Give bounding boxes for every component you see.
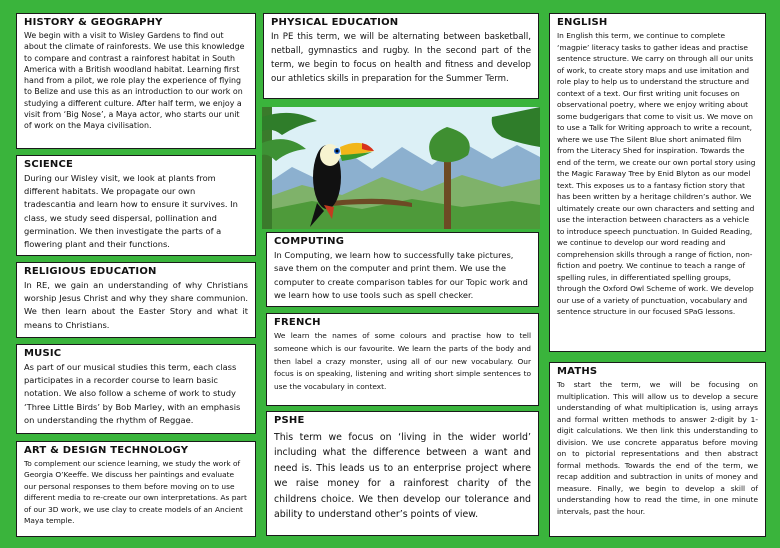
panel-body: We learn the names of some colours and practise how to tell someone which is our favourite. We learn the parts of the body and then label a crazy monster, using all of our new vocabulary. Our focus is on speaking, listening and writing short simple sentences to use the vocabulary in context. [274,331,531,392]
panel-body: This term we focus on ‘living in the wider world’ including what the difference between a want and need is. This leads us to an enterprise project where we raise money for a rainforest charity of the childrens choice. We then develop our tolerance and ability to understand other’s points of view. [274,432,531,521]
computing-panel [266,232,539,307]
panel-body: In RE, we gain an understanding of why Christians worship Jesus Christ and why they share communion. We then learn about the Easter Story and what it means to Christians. [24,280,248,330]
panel-title: PHYSICAL EDUCATION [271,17,399,28]
panel-title: FRENCH [274,317,321,328]
science-panel [16,155,256,256]
panel-title: SCIENCE [24,159,74,170]
panel-title: HISTORY & GEOGRAPHY [24,17,163,28]
panel-body: In Computing, we learn how to successfully take pictures, save them on the computer and print them. We use the computer to create comparison tables for our Topic work and we learn how to use tools such as spell checker. [274,250,528,301]
panel-title: ENGLISH [557,17,608,28]
panel-body: In English this term, we continue to complete ‘magpie’ literacy tasks to gather ideas and practise sentence structure. We carry on through all our units of work, to create story maps and use imitation and role play to help us to understand the structure and context of a text. Our first writing unit focuses on observational poetry, where we enjoy writing about some budgerigars that come to visit us. We move on to use a Talk for Writing approach to write a recount, where we use The Silent Blue short animated film from the Literacy Shed for inspiration. Towards the end of the term, we create our own portal story using the Magic Faraway Tree by Enid Blyton as our model text. This exposes us to a fantasy fiction story that has been written by a heritage children’s author. We ultimately create our own characters and setting and use the interaction between characters as a vehicle to introduce speech punctuation. In Guided Reading, we continue to develop our word reading and comprehension skills through a range of fiction, non-fiction and poetry. We continue to teach a range of spelling rules, in differentiated spelling groups, through the Oxford Owl Scheme of work. We develop our use of a variety of punctuation, vocabulary and sentence structure in our focused SPaG lessons. [557,31,756,316]
french-panel [266,313,539,406]
panel-title: PSHE [274,415,305,426]
music-panel [16,344,256,434]
panel-body: We begin with a visit to Wisley Gardens to find out about the climate of rainforests. We use this knowledge to compare and contrast a rainforest habitat in South America with a British woodland habitat. Learning first hand from a pilot, we role play the experience of flying to Belize and use this as an introduction to our work on studying a different culture. After half term, we enjoy a visit from ‘Big Nose’, a Maya actor, who starts our unit of work on the Maya civilisation. [24,31,245,131]
panel-title: ART & DESIGN TECHNOLOGY [24,445,189,456]
panel-title: COMPUTING [274,236,345,247]
panel-title: MATHS [557,366,598,377]
panel-body: During our Wisley visit, we look at plants from different habitats. We propagate our own tradescantia and learn how to ensure it survives. In class, we study seed dispersal, pollination and germination. We then investigate the parts of a flowering plant and their functions. [24,173,238,250]
rainforest-toucan-illustration [262,107,540,229]
panel-body: In PE this term, we will be alternating between basketball, netball, gymnastics and rugby. In the second part of the term, we begin to focus on health and fitness and develop our athletics skills in preparation for the Summer Term. [271,32,531,84]
panel-body: To complement our science learning, we study the work of Georgia O’Keeffe. We discuss her paintings and evaluate our personal responses to them before moving on to use different media to re-create our own interpretations. As part of our 3D work, we use clay to create models of an Ancient Maya temple. [24,459,247,526]
art-design-panel [16,441,256,537]
physical-education-panel [263,13,539,99]
panel-title: RELIGIOUS EDUCATION [24,266,157,277]
toucan-rainforest-icon [262,107,540,229]
pshe-panel [266,411,539,536]
religious-education-panel [16,262,256,338]
english-panel [549,13,766,352]
panel-body: As part of our musical studies this term, each class participates in a recorder course to learn basic notation. We also follow a scheme of work to study ‘Three Little Birds’ by Bob Marley, with an emphasis on understanding the rhythm of Reggae. [24,362,241,425]
history-geography-panel [16,13,256,149]
maths-panel [549,362,766,537]
panel-body: To start the term, we will be focusing on multiplication. This will allow us to develop a secure understanding of what multiplication is, using arrays and formal written methods to answer 2-digit by 1-digit calculations. We then link this understanding to division. We use concrete apparatus before moving on to pictorial representations and then abstract formal methods. Towards the end of the term, we recap addition and subtraction in units of money and measure. Finally, we begin to develop a skill of understanding how to read the time, in one minute intervals, past the hour. [557,380,758,516]
panel-title: MUSIC [24,348,62,359]
